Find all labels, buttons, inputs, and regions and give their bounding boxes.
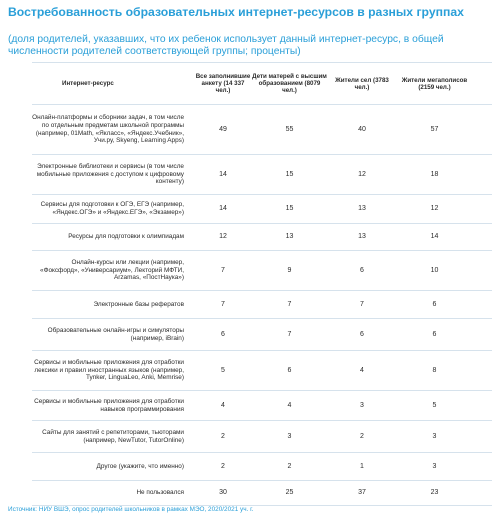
cell-all: 14 (219, 170, 227, 178)
cell-all: 7 (221, 300, 225, 308)
row-label: Другое (укажите, что именно) (96, 462, 184, 470)
cell-all: 5 (221, 366, 225, 374)
row-label: Не пользовался (136, 489, 184, 497)
table-row (32, 195, 492, 224)
row-label: Электронные базы рефератов (93, 300, 184, 308)
header-all: Все заполнившие анкету (14 337 чел.) (195, 73, 251, 94)
row-label: Сайты для занятий с репетиторами, тьюторами (например, NewTutor, TutorOnline) (42, 428, 184, 444)
cell-mothers: 4 (287, 401, 292, 409)
cell-megapolis: 3 (432, 462, 437, 470)
table-header-row (32, 63, 492, 105)
row-label: Сервисы и мобильные приложения для отработки навыков программирования (34, 397, 184, 413)
row-label: Электронные библиотеки и сервисы (в том числе мобильные приложения с доступом к цифровому контенту) (36, 163, 184, 186)
cell-village: 40 (358, 125, 366, 133)
cell-megapolis: 57 (430, 125, 439, 133)
row-label: Онлайн-платформы и сборники задач, в том числе по отдельным предметам школьной программы (например, 01Math, «Якласс», «Яндекс.Учебник», Учи.ру, Skyeng, Learning Apps) (32, 114, 184, 145)
cell-megapolis: 6 (432, 330, 437, 338)
cell-mothers: 25 (285, 489, 294, 497)
cell-megapolis: 18 (430, 170, 439, 178)
cell-village: 12 (358, 170, 366, 178)
cell-megapolis: 23 (430, 489, 439, 497)
cell-all: 12 (219, 233, 227, 241)
cell-megapolis: 3 (432, 432, 437, 440)
header-mothers-higher-edu: Дети матерей с высшим образованием (8079 чел.) (252, 73, 327, 94)
cell-mothers: 7 (287, 300, 292, 308)
cell-village: 13 (358, 233, 366, 241)
header-megapolis: Жители мегаполисов (2159 чел.) (401, 76, 468, 91)
cell-all: 49 (219, 125, 227, 133)
cell-village: 6 (360, 330, 364, 338)
cell-all: 30 (219, 489, 227, 497)
table-row (32, 224, 492, 251)
cell-mothers: 9 (287, 266, 292, 274)
cell-megapolis: 5 (432, 401, 437, 409)
row-label: Ресурсы для подготовки к олимпиадам (68, 233, 184, 241)
cell-village: 7 (360, 300, 364, 308)
table-row (32, 421, 492, 453)
table-row (32, 481, 492, 506)
cell-mothers: 3 (287, 432, 292, 440)
cell-all: 2 (221, 432, 225, 440)
page-title: Востребованность образовательных интернет-ресурсов в разных группах (8, 5, 464, 19)
cell-all: 14 (219, 205, 227, 213)
table-row (32, 391, 492, 421)
cell-megapolis: 8 (432, 366, 437, 374)
cell-village: 2 (360, 432, 364, 440)
table-row (32, 251, 492, 291)
cell-mothers: 2 (287, 462, 292, 470)
data-table (32, 62, 492, 497)
cell-mothers: 13 (285, 233, 294, 241)
row-label: Образовательные онлайн-игры и симуляторы (например, iBrain) (47, 326, 184, 342)
header-village: Жители сел (3783 чел.) (335, 76, 389, 91)
table-row (32, 319, 492, 351)
cell-mothers: 15 (285, 170, 294, 178)
cell-megapolis: 10 (430, 266, 439, 274)
row-label: Сервисы для подготовки к ОГЭ, ЕГЭ (например, «Яндекс.ОГЭ» и «Яндекс.ЕГЭ», «Экзамер») (40, 201, 184, 216)
cell-megapolis: 12 (430, 205, 439, 213)
cell-village: 4 (360, 366, 364, 374)
cell-village: 13 (358, 205, 366, 213)
cell-village: 1 (360, 462, 364, 470)
source-note: Источник: НИУ ВШЭ, опрос родителей школьников в рамках МЭО, 2020/2021 уч. г. (8, 506, 254, 513)
table-row (32, 291, 492, 319)
cell-mothers: 6 (287, 366, 292, 374)
header-resource: Интернет-ресурс (62, 80, 114, 87)
cell-village: 6 (360, 266, 364, 274)
cell-village: 37 (358, 489, 366, 497)
cell-all: 4 (221, 401, 225, 409)
cell-all: 2 (221, 462, 225, 470)
table-row (32, 351, 492, 391)
cell-mothers: 7 (287, 330, 292, 338)
cell-megapolis: 6 (432, 300, 437, 308)
page-subtitle: (доля родителей, указавших, что их ребенок использует данный интернет-ресурс, в общей численности родителей соответствующей группы; проценты) (8, 34, 444, 57)
cell-megapolis: 14 (430, 233, 439, 241)
row-label: Онлайн-курсы или лекции (например, «Фоксфорд», «Универсариум», Лекторий МФТИ, Arzamas, «ПостНаука») (40, 259, 184, 282)
row-label: Сервисы и мобильные приложения для отработки лексики и правил иностранных языков (например, Tynker, LinguaLeo, Anki, Memrise) (34, 359, 184, 382)
cell-all: 6 (221, 330, 225, 338)
table-row (32, 453, 492, 481)
table-row (32, 105, 492, 155)
cell-all: 7 (221, 266, 225, 274)
table-row (32, 155, 492, 195)
cell-mothers: 15 (285, 205, 294, 213)
cell-mothers: 55 (285, 125, 294, 133)
cell-village: 3 (360, 401, 364, 409)
